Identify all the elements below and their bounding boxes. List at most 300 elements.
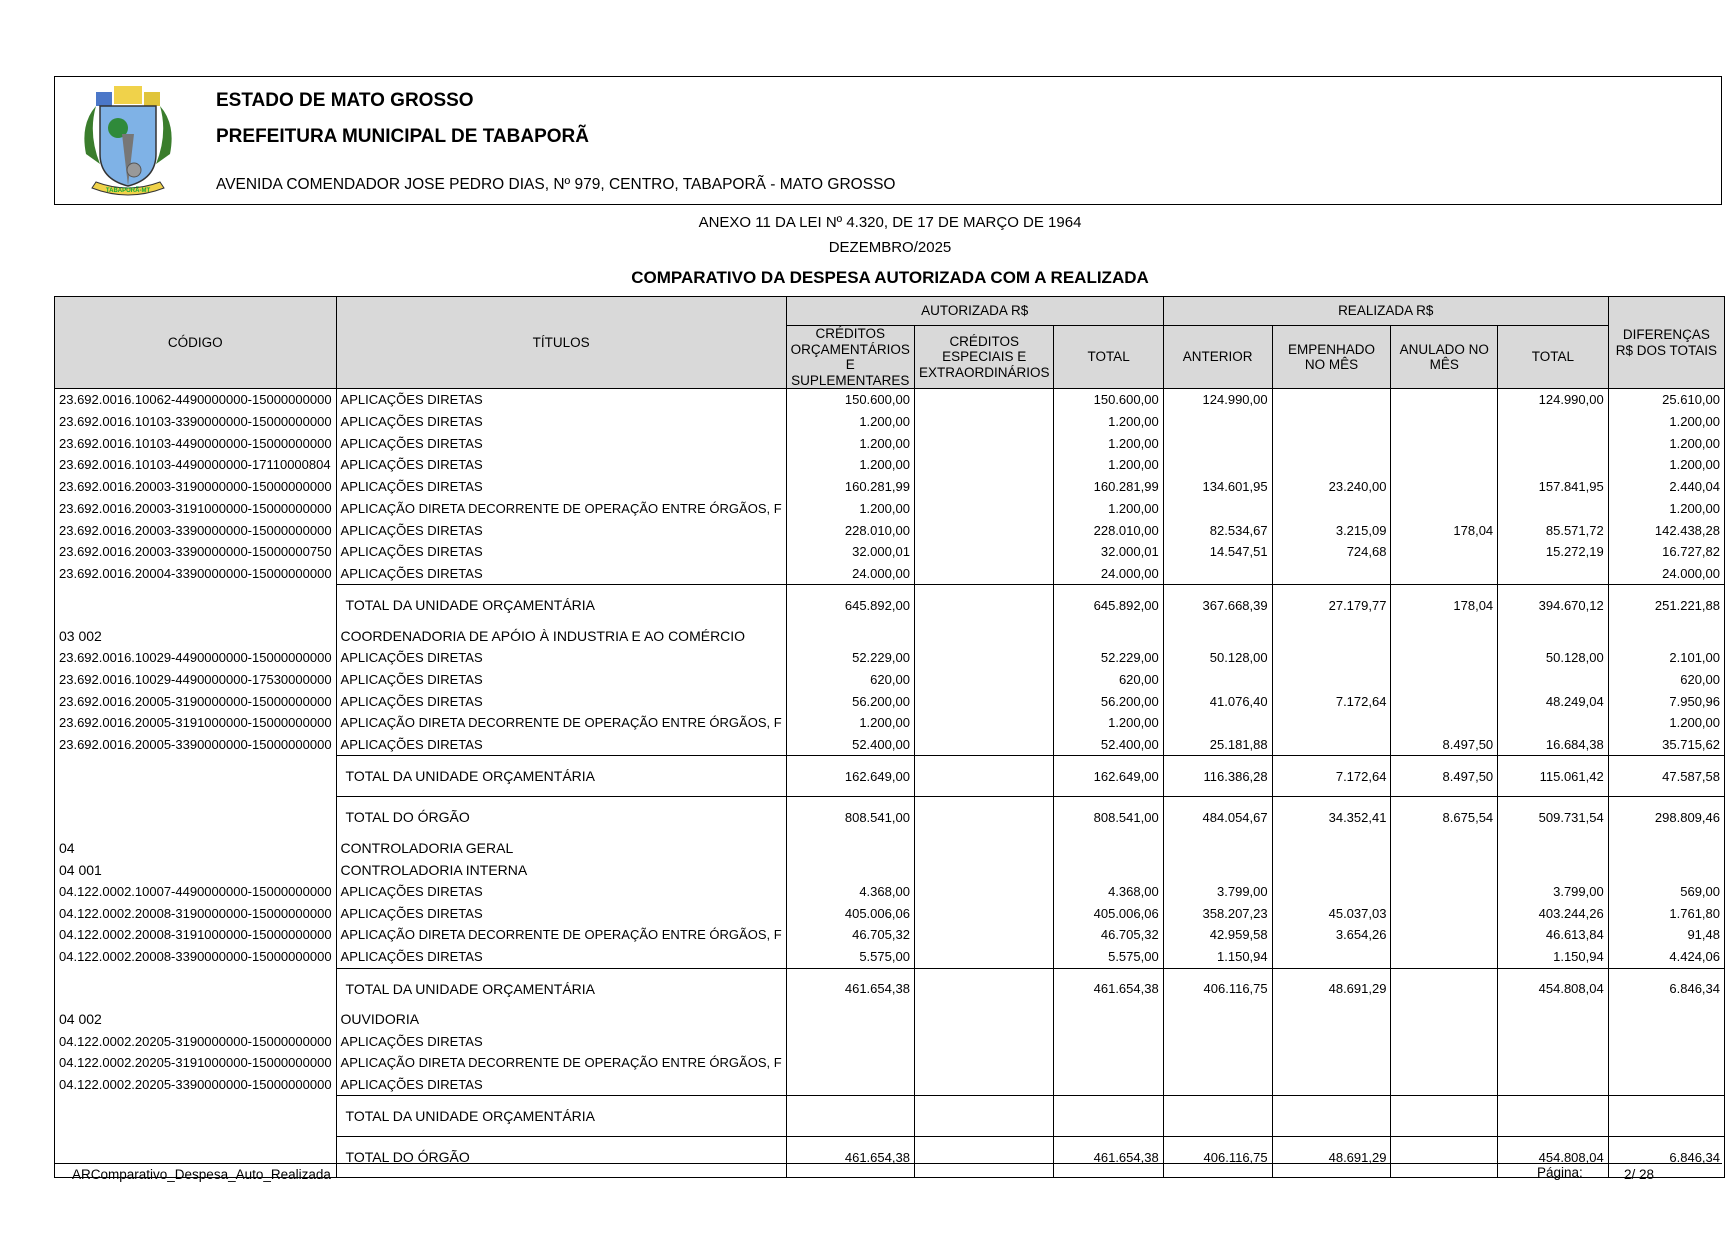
cell-tot: 1.200,00 (1054, 498, 1163, 520)
cell-esp (914, 968, 1054, 1009)
cell-esp (914, 1030, 1054, 1052)
cell-orc (786, 837, 914, 859)
cell-tot: 150.600,00 (1054, 389, 1163, 411)
cell-title: TOTAL DA UNIDADE ORÇAMENTÁRIA (336, 756, 786, 797)
cell-ant (1163, 498, 1272, 520)
cell-anu (1391, 389, 1498, 411)
cell-title: CONTROLADORIA GERAL (336, 837, 786, 859)
cell-esp (914, 476, 1054, 498)
cell-code: 23.692.0016.10029-4490000000-15000000000 (55, 647, 337, 669)
cell-esp (914, 1137, 1054, 1178)
cell-code: 04.122.0002.20205-3191000000-15000000000 (55, 1052, 337, 1074)
cell-code (55, 585, 337, 626)
footer-page-number: 2/ 28 (1624, 1167, 1655, 1182)
cell-code: 23.692.0016.20005-3190000000-15000000000 (55, 690, 337, 712)
cell-treal (1498, 669, 1609, 691)
cell-code: 23.692.0016.20005-3191000000-15000000000 (55, 712, 337, 734)
cell-emp: 3.654,26 (1272, 924, 1391, 946)
table-row (55, 669, 1725, 691)
cell-ant: 42.959,58 (1163, 924, 1272, 946)
cell-diff: 7.950,96 (1608, 690, 1724, 712)
cell-tot: 56.200,00 (1054, 690, 1163, 712)
cell-tot: 24.000,00 (1054, 563, 1163, 585)
cell-treal (1498, 454, 1609, 476)
cell-treal (1498, 1096, 1609, 1137)
cell-treal: 85.571,72 (1498, 519, 1609, 541)
cell-code: 23.692.0016.10062-4490000000-15000000000 (55, 389, 337, 411)
cell-anu: 8.675,54 (1391, 797, 1498, 838)
cell-diff: 25.610,00 (1608, 389, 1724, 411)
cell-title: APLICAÇÕES DIRETAS (336, 476, 786, 498)
table-row (55, 712, 1725, 734)
cell-orc: 162.649,00 (786, 756, 914, 797)
col-header-realizada: REALIZADA R$ (1163, 297, 1608, 326)
cell-treal: 394.670,12 (1498, 585, 1609, 626)
cell-treal (1498, 432, 1609, 454)
cell-title: APLICAÇÕES DIRETAS (336, 902, 786, 924)
cell-title: APLICAÇÕES DIRETAS (336, 946, 786, 968)
cell-ant (1163, 625, 1272, 647)
cell-title: APLICAÇÕES DIRETAS (336, 454, 786, 476)
cell-title: APLICAÇÕES DIRETAS (336, 881, 786, 903)
cell-diff (1608, 1030, 1724, 1052)
cell-ant (1163, 411, 1272, 433)
cell-esp (914, 690, 1054, 712)
cell-emp: 45.037,03 (1272, 902, 1391, 924)
cell-treal: 50.128,00 (1498, 647, 1609, 669)
cell-emp: 23.240,00 (1272, 476, 1391, 498)
cell-esp (914, 946, 1054, 968)
coat-of-arms-logo (78, 84, 178, 202)
cell-ant (1163, 1030, 1272, 1052)
cell-esp (914, 519, 1054, 541)
cell-diff: 2.101,00 (1608, 647, 1724, 669)
table-row (55, 647, 1725, 669)
cell-anu (1391, 669, 1498, 691)
cell-title: APLICAÇÕES DIRETAS (336, 389, 786, 411)
cell-code: 23.692.0016.20004-3390000000-15000000000 (55, 563, 337, 585)
table-row (55, 563, 1725, 585)
cell-code: 23.692.0016.10029-4490000000-17530000000 (55, 669, 337, 691)
cell-anu (1391, 1009, 1498, 1031)
cell-diff: 2.440,04 (1608, 476, 1724, 498)
state-name: ESTADO DE MATO GROSSO (216, 90, 474, 111)
cell-emp (1272, 881, 1391, 903)
cell-title: APLICAÇÕES DIRETAS (336, 563, 786, 585)
cell-code (55, 756, 337, 797)
cell-esp (914, 541, 1054, 563)
cell-tot: 228.010,00 (1054, 519, 1163, 541)
cell-emp (1272, 411, 1391, 433)
cell-esp (914, 585, 1054, 626)
cell-orc: 4.368,00 (786, 881, 914, 903)
cell-ant (1163, 837, 1272, 859)
cell-emp: 7.172,64 (1272, 690, 1391, 712)
cell-anu (1391, 647, 1498, 669)
cell-emp: 48.691,29 (1272, 1137, 1391, 1178)
cell-tot: 808.541,00 (1054, 797, 1163, 838)
cell-title: APLICAÇÕES DIRETAS (336, 1074, 786, 1096)
cell-esp (914, 625, 1054, 647)
cell-ant: 406.116,75 (1163, 968, 1272, 1009)
cell-diff: 1.200,00 (1608, 454, 1724, 476)
cell-tot: 1.200,00 (1054, 712, 1163, 734)
cell-orc: 405.006,06 (786, 902, 914, 924)
report-title: COMPARATIVO DA DESPESA AUTORIZADA COM A REALIZADA (631, 268, 1149, 287)
cell-tot (1054, 625, 1163, 647)
cell-emp (1272, 1096, 1391, 1137)
cell-ant (1163, 669, 1272, 691)
cell-emp (1272, 1009, 1391, 1031)
organ-total-row (55, 797, 1725, 838)
cell-ant: 134.601,95 (1163, 476, 1272, 498)
cell-treal (1498, 498, 1609, 520)
cell-orc: 56.200,00 (786, 690, 914, 712)
cell-diff: 24.000,00 (1608, 563, 1724, 585)
cell-treal (1498, 1009, 1609, 1031)
section-row (55, 1009, 1725, 1031)
cell-orc (786, 625, 914, 647)
cell-title: OUVIDORIA (336, 1009, 786, 1031)
cell-code: 04 001 (55, 859, 337, 881)
col-header-creditos-orcamentarios: CRÉDITOS ORÇAMENTÁRIOS E SUPLEMENTARES (786, 326, 914, 389)
cell-tot: 52.400,00 (1054, 734, 1163, 756)
cell-diff: 6.846,34 (1608, 968, 1724, 1009)
cell-diff: 1.200,00 (1608, 498, 1724, 520)
cell-anu (1391, 411, 1498, 433)
cell-diff (1608, 1009, 1724, 1031)
cell-emp: 7.172,64 (1272, 756, 1391, 797)
cell-emp (1272, 1030, 1391, 1052)
cell-diff: 298.809,46 (1608, 797, 1724, 838)
cell-emp (1272, 498, 1391, 520)
cell-esp (914, 1052, 1054, 1074)
cell-title: APLICAÇÕES DIRETAS (336, 432, 786, 454)
cell-orc (786, 1009, 914, 1031)
col-header-total-autorizada: TOTAL (1054, 326, 1163, 389)
cell-treal (1498, 625, 1609, 647)
cell-ant (1163, 859, 1272, 881)
table-row (55, 1052, 1725, 1074)
cell-diff: 4.424,06 (1608, 946, 1724, 968)
cell-treal: 454.808,04 (1498, 968, 1609, 1009)
cell-code: 04.122.0002.10007-4490000000-15000000000 (55, 881, 337, 903)
cell-title: APLICAÇÕES DIRETAS (336, 411, 786, 433)
cell-anu (1391, 432, 1498, 454)
cell-title: TOTAL DA UNIDADE ORÇAMENTÁRIA (336, 968, 786, 1009)
cell-code: 23.692.0016.20005-3390000000-15000000000 (55, 734, 337, 756)
table-row (55, 1074, 1725, 1096)
cell-diff (1608, 859, 1724, 881)
unit-total-row (55, 585, 1725, 626)
cell-orc: 461.654,38 (786, 968, 914, 1009)
cell-code: 23.692.0016.20003-3390000000-15000000750 (55, 541, 337, 563)
table-row (55, 924, 1725, 946)
cell-tot: 405.006,06 (1054, 902, 1163, 924)
cell-code: 04.122.0002.20008-3191000000-15000000000 (55, 924, 337, 946)
cell-diff: 1.200,00 (1608, 411, 1724, 433)
cell-tot: 46.705,32 (1054, 924, 1163, 946)
cell-orc (786, 1074, 914, 1096)
cell-treal (1498, 1052, 1609, 1074)
cell-tot (1054, 859, 1163, 881)
cell-emp: 27.179,77 (1272, 585, 1391, 626)
cell-orc: 160.281,99 (786, 476, 914, 498)
cell-title: APLICAÇÕES DIRETAS (336, 1030, 786, 1052)
cell-diff: 35.715,62 (1608, 734, 1724, 756)
cell-anu (1391, 498, 1498, 520)
cell-tot: 461.654,38 (1054, 1137, 1163, 1178)
cell-emp (1272, 432, 1391, 454)
cell-tot (1054, 1096, 1163, 1137)
cell-esp (914, 1009, 1054, 1031)
cell-title: TOTAL DA UNIDADE ORÇAMENTÁRIA (336, 1096, 786, 1137)
cell-anu (1391, 1137, 1498, 1178)
cell-orc: 1.200,00 (786, 454, 914, 476)
cell-diff: 251.221,88 (1608, 585, 1724, 626)
table-row (55, 1030, 1725, 1052)
cell-diff: 1.200,00 (1608, 712, 1724, 734)
cell-esp (914, 902, 1054, 924)
cell-tot: 620,00 (1054, 669, 1163, 691)
cell-title: APLICAÇÕES DIRETAS (336, 519, 786, 541)
cell-diff (1608, 1096, 1724, 1137)
cell-esp (914, 563, 1054, 585)
table-row (55, 389, 1725, 411)
section-row (55, 625, 1725, 647)
footer-divider (54, 1163, 1722, 1164)
cell-code (55, 797, 337, 838)
cell-ant (1163, 1009, 1272, 1031)
cell-esp (914, 859, 1054, 881)
cell-emp (1272, 946, 1391, 968)
cell-orc: 645.892,00 (786, 585, 914, 626)
cell-code: 23.692.0016.20003-3190000000-15000000000 (55, 476, 337, 498)
cell-emp: 48.691,29 (1272, 968, 1391, 1009)
cell-esp (914, 924, 1054, 946)
cell-title: APLICAÇÕES DIRETAS (336, 734, 786, 756)
cell-esp (914, 647, 1054, 669)
cell-code: 03 002 (55, 625, 337, 647)
cell-tot (1054, 837, 1163, 859)
cell-title: APLICAÇÕES DIRETAS (336, 690, 786, 712)
table-row (55, 690, 1725, 712)
col-header-empenhado: EMPENHADO NO MÊS (1272, 326, 1391, 389)
cell-emp (1272, 712, 1391, 734)
cell-diff (1608, 625, 1724, 647)
cell-emp (1272, 669, 1391, 691)
cell-treal: 46.613,84 (1498, 924, 1609, 946)
cell-orc: 1.200,00 (786, 411, 914, 433)
cell-code: 04 (55, 837, 337, 859)
cell-ant: 25.181,88 (1163, 734, 1272, 756)
cell-tot (1054, 1074, 1163, 1096)
cell-diff: 6.846,34 (1608, 1137, 1724, 1178)
cell-title: APLICAÇÕES DIRETAS (336, 541, 786, 563)
cell-anu (1391, 968, 1498, 1009)
cell-code: 04 002 (55, 1009, 337, 1031)
cell-orc: 620,00 (786, 669, 914, 691)
cell-treal: 1.150,94 (1498, 946, 1609, 968)
table-row (55, 498, 1725, 520)
cell-anu (1391, 690, 1498, 712)
cell-emp (1272, 563, 1391, 585)
cell-title: APLICAÇÃO DIRETA DECORRENTE DE OPERAÇÃO ENTRE ÓRGÃOS, F (336, 924, 786, 946)
cell-code: 04.122.0002.20205-3190000000-15000000000 (55, 1030, 337, 1052)
cell-orc (786, 1030, 914, 1052)
cell-emp: 34.352,41 (1272, 797, 1391, 838)
cell-ant (1163, 454, 1272, 476)
cell-esp (914, 881, 1054, 903)
footer-report-name: ARComparativo_Despesa_Auto_Realizada (72, 1167, 331, 1182)
cell-orc: 808.541,00 (786, 797, 914, 838)
col-header-diferencas: DIFERENÇAS R$ DOS TOTAIS (1608, 297, 1724, 389)
cell-treal: 16.684,38 (1498, 734, 1609, 756)
cell-code: 23.692.0016.20003-3191000000-15000000000 (55, 498, 337, 520)
cell-orc: 32.000,01 (786, 541, 914, 563)
cell-emp (1272, 454, 1391, 476)
cell-anu (1391, 563, 1498, 585)
cell-esp (914, 389, 1054, 411)
cell-esp (914, 454, 1054, 476)
col-header-autorizada: AUTORIZADA R$ (786, 297, 1163, 326)
cell-tot: 4.368,00 (1054, 881, 1163, 903)
cell-esp (914, 669, 1054, 691)
cell-ant: 1.150,94 (1163, 946, 1272, 968)
cell-orc: 52.400,00 (786, 734, 914, 756)
cell-treal (1498, 563, 1609, 585)
cell-orc: 150.600,00 (786, 389, 914, 411)
cell-treal (1498, 859, 1609, 881)
cell-title: TOTAL DO ÓRGÃO (336, 1137, 786, 1178)
cell-esp (914, 712, 1054, 734)
cell-emp (1272, 1074, 1391, 1096)
cell-orc: 24.000,00 (786, 563, 914, 585)
cell-ant: 82.534,67 (1163, 519, 1272, 541)
expense-table (54, 296, 1725, 1178)
cell-esp (914, 734, 1054, 756)
cell-code: 04.122.0002.20008-3390000000-15000000000 (55, 946, 337, 968)
cell-esp (914, 756, 1054, 797)
cell-diff (1608, 837, 1724, 859)
cell-code (55, 1096, 337, 1137)
cell-title: APLICAÇÃO DIRETA DECORRENTE DE OPERAÇÃO ENTRE ÓRGÃOS, F (336, 712, 786, 734)
cell-ant (1163, 432, 1272, 454)
cell-emp (1272, 647, 1391, 669)
unit-total-row (55, 1096, 1725, 1137)
table-row (55, 902, 1725, 924)
cell-esp (914, 837, 1054, 859)
cell-title: APLICAÇÃO DIRETA DECORRENTE DE OPERAÇÃO ENTRE ÓRGÃOS, F (336, 498, 786, 520)
cell-ant: 367.668,39 (1163, 585, 1272, 626)
cell-ant (1163, 563, 1272, 585)
cell-tot: 5.575,00 (1054, 946, 1163, 968)
cell-emp (1272, 837, 1391, 859)
cell-diff: 91,48 (1608, 924, 1724, 946)
col-header-total-realizada: TOTAL (1498, 326, 1609, 389)
cell-tot: 1.200,00 (1054, 454, 1163, 476)
cell-treal (1498, 837, 1609, 859)
cell-treal (1498, 1030, 1609, 1052)
cell-ant (1163, 712, 1272, 734)
cell-treal: 115.061,42 (1498, 756, 1609, 797)
cell-tot: 461.654,38 (1054, 968, 1163, 1009)
cell-anu (1391, 881, 1498, 903)
period-label: DEZEMBRO/2025 (828, 239, 952, 256)
cell-ant: 3.799,00 (1163, 881, 1272, 903)
cell-tot (1054, 1052, 1163, 1074)
cell-treal: 48.249,04 (1498, 690, 1609, 712)
col-header-anulado: ANULADO NO MÊS (1391, 326, 1498, 389)
cell-ant: 358.207,23 (1163, 902, 1272, 924)
cell-anu: 8.497,50 (1391, 734, 1498, 756)
table-row (55, 519, 1725, 541)
cell-code: 23.692.0016.10103-4490000000-17110000804 (55, 454, 337, 476)
cell-ant: 406.116,75 (1163, 1137, 1272, 1178)
cell-tot: 32.000,01 (1054, 541, 1163, 563)
unit-total-row (55, 756, 1725, 797)
cell-tot: 1.200,00 (1054, 411, 1163, 433)
cell-anu (1391, 902, 1498, 924)
cell-esp (914, 432, 1054, 454)
prefecture-name: PREFEITURA MUNICIPAL DE TABAPORÃ (216, 126, 589, 147)
cell-anu (1391, 1096, 1498, 1137)
cell-diff: 142.438,28 (1608, 519, 1724, 541)
cell-anu (1391, 924, 1498, 946)
cell-ant (1163, 1096, 1272, 1137)
table-row (55, 476, 1725, 498)
cell-ant: 50.128,00 (1163, 647, 1272, 669)
cell-diff (1608, 1052, 1724, 1074)
cell-title: APLICAÇÕES DIRETAS (336, 669, 786, 691)
cell-ant: 124.990,00 (1163, 389, 1272, 411)
table-row (55, 946, 1725, 968)
cell-treal (1498, 411, 1609, 433)
cell-emp (1272, 859, 1391, 881)
cell-code: 04.122.0002.20008-3190000000-15000000000 (55, 902, 337, 924)
cell-emp: 3.215,09 (1272, 519, 1391, 541)
cell-orc: 5.575,00 (786, 946, 914, 968)
cell-treal: 509.731,54 (1498, 797, 1609, 838)
cell-ant (1163, 1052, 1272, 1074)
cell-emp (1272, 734, 1391, 756)
cell-emp (1272, 625, 1391, 647)
cell-ant: 14.547,51 (1163, 541, 1272, 563)
section-row (55, 859, 1725, 881)
cell-ant (1163, 1074, 1272, 1096)
cell-orc (786, 859, 914, 881)
cell-ant: 116.386,28 (1163, 756, 1272, 797)
cell-anu (1391, 712, 1498, 734)
logo-text: TABAPORÃ-MT (105, 188, 151, 194)
cell-orc: 52.229,00 (786, 647, 914, 669)
cell-anu: 178,04 (1391, 519, 1498, 541)
cell-ant: 484.054,67 (1163, 797, 1272, 838)
cell-orc: 1.200,00 (786, 712, 914, 734)
cell-treal: 3.799,00 (1498, 881, 1609, 903)
cell-orc: 228.010,00 (786, 519, 914, 541)
cell-orc (786, 1052, 914, 1074)
cell-diff (1608, 1074, 1724, 1096)
cell-treal: 124.990,00 (1498, 389, 1609, 411)
cell-treal (1498, 712, 1609, 734)
footer-page-label: Página: (1537, 1165, 1583, 1180)
cell-tot: 1.200,00 (1054, 432, 1163, 454)
col-header-codigo: CÓDIGO (55, 297, 337, 389)
cell-anu (1391, 454, 1498, 476)
cell-title: TOTAL DA UNIDADE ORÇAMENTÁRIA (336, 585, 786, 626)
cell-title: APLICAÇÕES DIRETAS (336, 647, 786, 669)
